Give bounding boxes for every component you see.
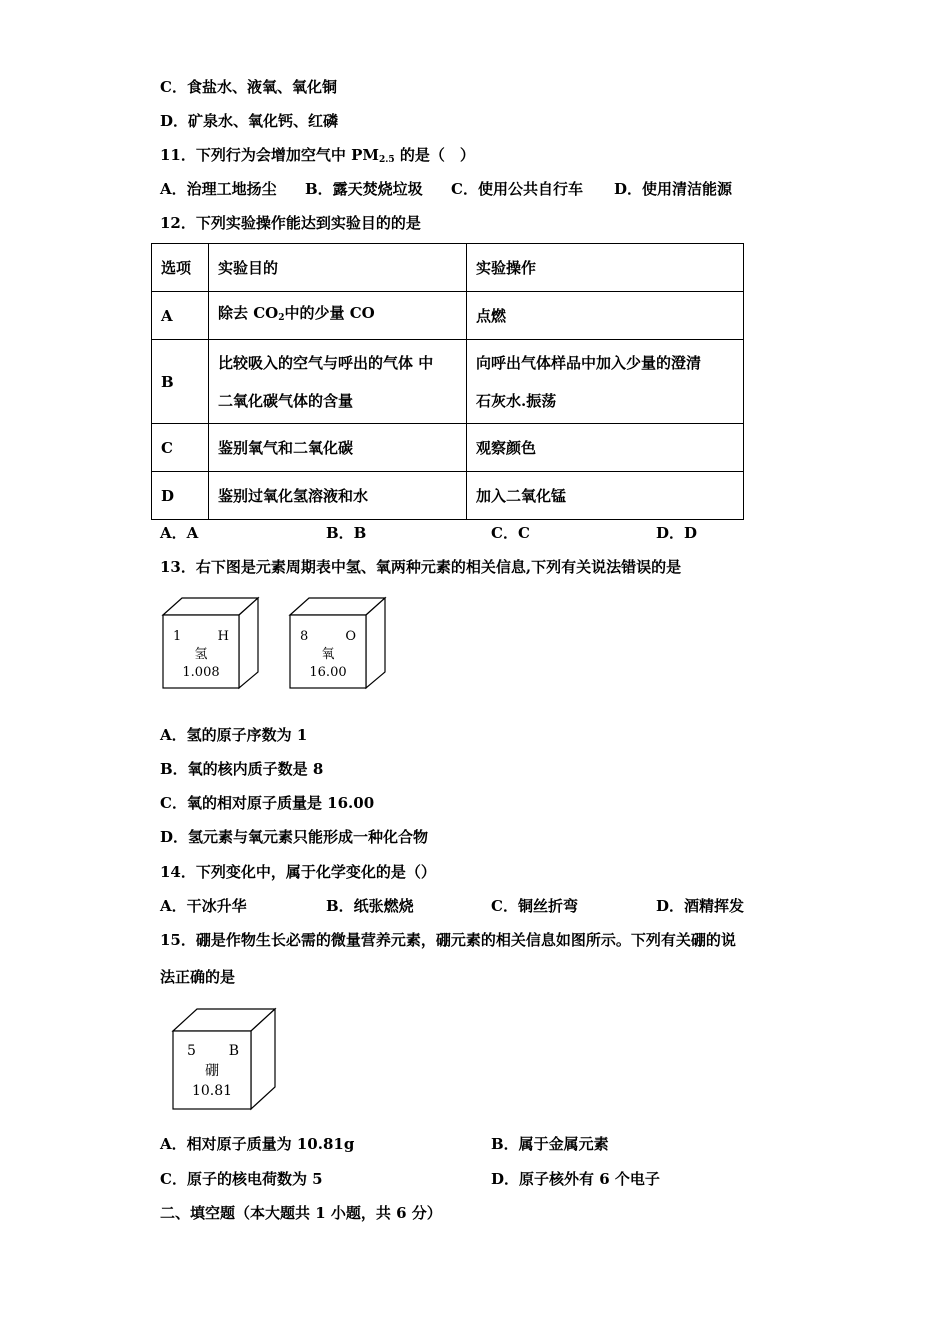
q11-stem-pre: 11．下列行为会增加空气中 PM <box>160 146 379 164</box>
q13-stem: 13．右下图是元素周期表中氢、氧两种元素的相关信息,下列有关说法错误的是 <box>160 558 682 576</box>
q12-option-d: D．D <box>656 524 698 542</box>
row-b-op-line2: 石灰水.振荡 <box>476 391 557 410</box>
header-goal: 实验目的 <box>209 244 467 292</box>
q10-option-c: C．食盐水、液氧、氧化铜 <box>160 78 337 96</box>
row-a-option: A <box>152 292 209 340</box>
q13-option-a: A．氢的原子序数为 1 <box>160 726 308 744</box>
boron-mass: 10.81 <box>191 1083 233 1099</box>
table-header-row <box>152 244 744 292</box>
q15-option-a: A．相对原子质量为 10.81g <box>160 1135 355 1153</box>
row-d-operation: 加入二氧化锰 <box>467 472 744 520</box>
oxygen-mass: 16.00 <box>309 665 347 680</box>
q15-option-b: B．属于金属元素 <box>491 1135 609 1153</box>
q13-option-d: D．氢元素与氧元素只能形成一种化合物 <box>160 828 429 846</box>
row-d-goal: 鉴别过氧化氢溶液和水 <box>209 472 467 520</box>
q13-option-b: B．氧的核内质子数是 8 <box>160 760 324 778</box>
row-c-goal: 鉴别氧气和二氧化碳 <box>209 424 467 472</box>
q11-option-d: D．使用清洁能源 <box>614 180 733 198</box>
boron-element-cell <box>170 1007 278 1111</box>
q11-stem-post: 的是（ ） <box>394 146 475 164</box>
q15-stem-line2: 法正确的是 <box>160 968 236 986</box>
table-row <box>152 424 744 472</box>
q14-option-b: B．纸张燃烧 <box>326 897 414 915</box>
row-a-goal <box>209 292 467 340</box>
row-a-goal-post: 中的少量 CO <box>284 304 375 322</box>
boron-face <box>173 1041 251 1101</box>
hydrogen-face <box>163 628 239 682</box>
row-b-op-line1: 向呼出气体样品中加入少量的澄清 <box>476 353 702 372</box>
boron-symbol: B <box>228 1043 239 1059</box>
q11-stem <box>160 145 475 170</box>
q11-stem-sub: 2.5 <box>378 155 395 165</box>
hydrogen-element-cell <box>160 596 260 690</box>
oxygen-face <box>290 628 366 682</box>
row-d-option: D <box>152 472 209 520</box>
row-c-option: C <box>152 424 209 472</box>
q11-option-b: B．露天焚烧垃圾 <box>305 180 423 198</box>
row-b-option: B <box>152 340 209 424</box>
q11-option-a: A．治理工地扬尘 <box>160 180 277 198</box>
table-row <box>152 292 744 340</box>
q12-table <box>151 243 744 520</box>
q11-option-c: C．使用公共自行车 <box>451 180 583 198</box>
hydrogen-name: 氢 <box>194 647 208 662</box>
q12-option-a: A．A <box>160 524 199 542</box>
row-c-operation: 观察颜色 <box>467 424 744 472</box>
q12-stem: 12．下列实验操作能达到实验目的的是 <box>160 214 421 232</box>
header-option: 选项 <box>152 244 209 292</box>
q14-stem: 14．下列变化中，属于化学变化的是（） <box>160 863 436 881</box>
boron-name: 硼 <box>205 1063 219 1079</box>
q13-option-c: C．氧的相对原子质量是 16.00 <box>160 794 375 812</box>
q15-option-d: D．原子核外有 6 个电子 <box>491 1170 660 1188</box>
q15-option-c: C．原子的核电荷数为 5 <box>160 1170 323 1188</box>
q10-option-d: D．矿泉水、氧化钙、红磷 <box>160 112 339 130</box>
row-a-goal-sub: 2 <box>278 313 285 323</box>
oxygen-number: 8 <box>300 629 309 644</box>
table-row <box>152 472 744 520</box>
boron-number: 5 <box>187 1043 196 1059</box>
hydrogen-number: 1 <box>173 629 182 644</box>
row-b-goal-line1: 比较吸入的空气与呼出的气体 中 <box>218 353 434 372</box>
row-b-goal-line2: 二氧化碳气体的含量 <box>218 391 354 410</box>
hydrogen-symbol: H <box>217 629 229 644</box>
header-operation: 实验操作 <box>467 244 744 292</box>
q14-option-a: A．干冰升华 <box>160 897 247 915</box>
q14-option-d: D．酒精挥发 <box>656 897 745 915</box>
q12-option-c: C．C <box>491 524 530 542</box>
row-b-operation <box>467 340 744 424</box>
oxygen-name: 氧 <box>321 647 335 662</box>
q15-stem-line1: 15．硼是作物生长必需的微量营养元素，硼元素的相关信息如图所示。下列有关硼的说 <box>160 931 736 949</box>
section-heading: 二、填空题（本大题共 1 小题，共 6 分） <box>160 1204 442 1222</box>
oxygen-element-cell <box>287 596 387 690</box>
row-a-goal-pre: 除去 CO <box>218 304 279 322</box>
oxygen-symbol: O <box>345 629 356 644</box>
row-b-goal <box>209 340 467 424</box>
q14-option-c: C．铜丝折弯 <box>491 897 578 915</box>
table-row <box>152 340 744 424</box>
hydrogen-mass: 1.008 <box>182 665 220 680</box>
row-a-operation: 点燃 <box>467 292 744 340</box>
q12-option-b: B．B <box>326 524 367 542</box>
